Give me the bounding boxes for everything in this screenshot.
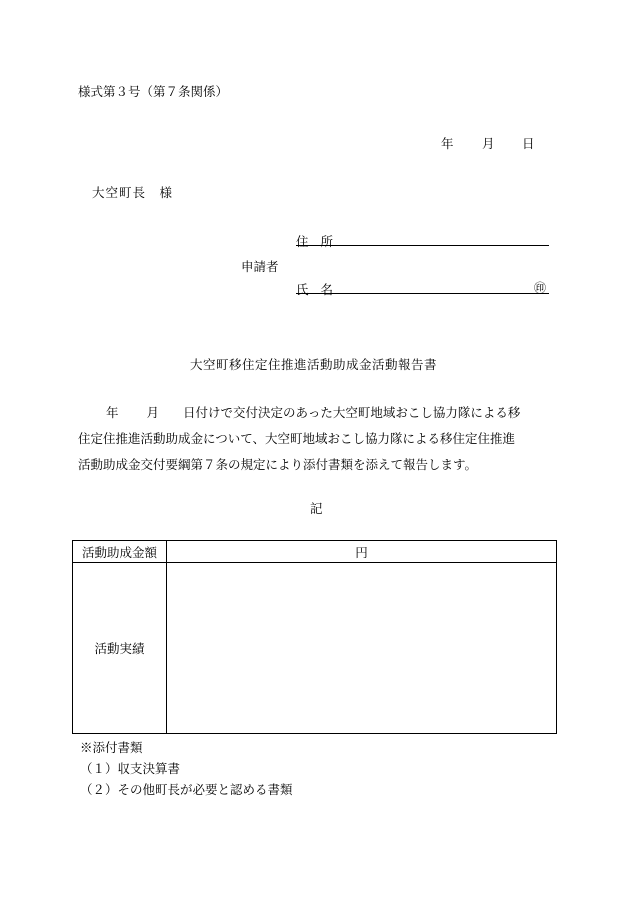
body-line-1-rest: 日付けで交付決定のあった大空町地域おこし協力隊による移 [183, 405, 521, 420]
results-label-cell: 活動実績 [73, 563, 167, 734]
body-year: 年 [106, 405, 119, 420]
date-day-label: 日 [522, 136, 535, 151]
form-number: 様式第３号（第７条関係） [78, 84, 229, 99]
ki-heading: 記 [310, 501, 323, 516]
date-year-label: 年 [441, 136, 454, 151]
applicant-label: 申請者 [241, 259, 279, 274]
address-label: 住所 [296, 234, 346, 249]
document-title: 大空町移住定住推進活動助成金活動報告書 [190, 357, 438, 372]
body-paragraph [78, 400, 558, 478]
attachment-item: （２）その他町長が必要と認める書類 [80, 782, 293, 797]
attachment-item: （１）収支決算書 [80, 761, 181, 776]
body-line-3: 活動助成金交付要綱第７条の規定により添付書類を添えて報告します。 [78, 457, 478, 472]
name-label: 氏名 [296, 282, 346, 297]
body-line-1 [78, 400, 558, 426]
body-month: 月 [146, 405, 160, 420]
addressee: 大空町長 様 [92, 185, 174, 200]
seal-mark: ㊞ [534, 281, 547, 295]
name-field-line[interactable] [296, 293, 549, 294]
body-line-2: 住定住推進活動助成金について、大空町地域おこし協力隊による移住定住推進 [78, 431, 516, 446]
results-value-cell[interactable] [167, 563, 557, 734]
report-table [72, 540, 557, 734]
address-field-line[interactable] [296, 245, 549, 246]
amount-value-cell[interactable]: 円 [167, 541, 557, 563]
amount-label-cell: 活動助成金額 [73, 541, 167, 563]
date-month-label: 月 [482, 136, 495, 151]
attachments-title: ※添付書類 [80, 740, 143, 755]
